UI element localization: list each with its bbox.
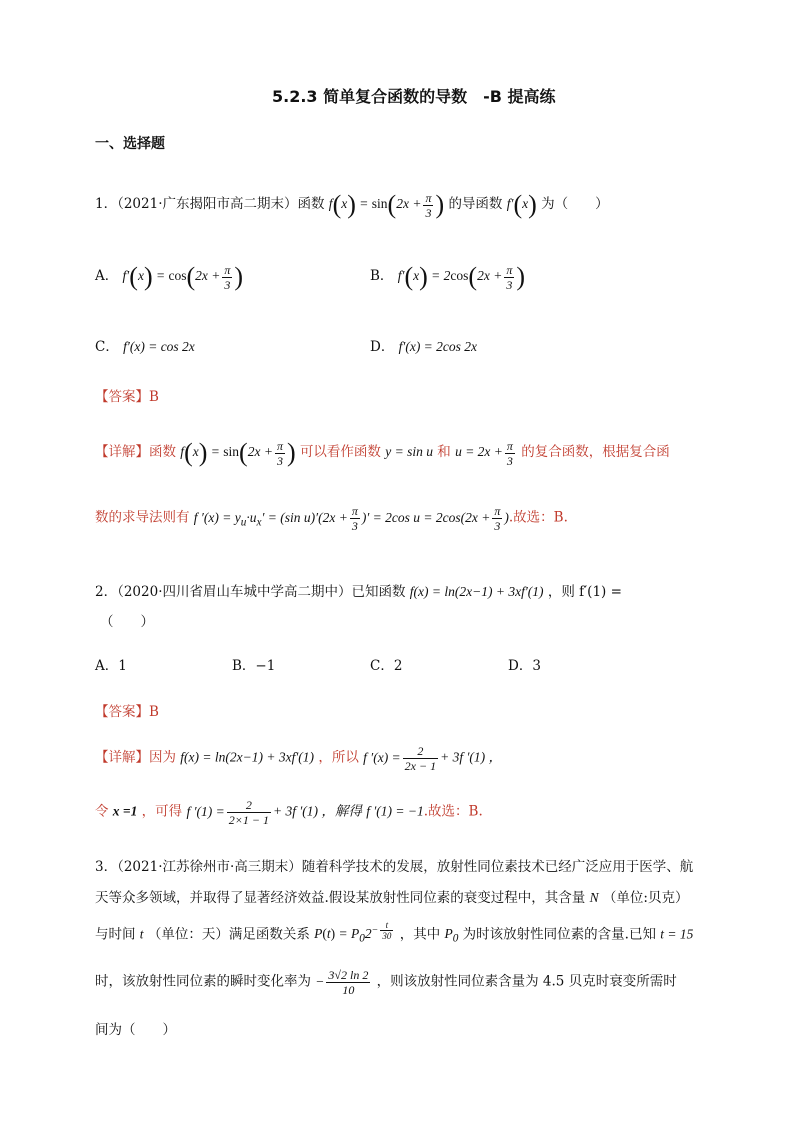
q2-detail-subst: f ′(1) = $\frac{2}{2\times 1 - 1}$	[186, 798, 269, 827]
q3-formula: $P(t) = P_02^{- \frac{t}{30}}$	[314, 920, 392, 945]
q2-detail-function: f(x) = ln(2x−1) + 3xf′(1)	[180, 749, 315, 765]
q3-line3b: t	[139, 926, 144, 942]
q1-detail-tag: 【详解】	[95, 444, 149, 461]
q1-option-a[interactable]	[95, 262, 243, 292]
q1-option-b[interactable]	[370, 262, 525, 292]
q1-answer-tag: 【答案】	[95, 389, 149, 405]
q2-stem-expr: f(x) = ln(2x−1) + 3xf′(1)	[409, 584, 544, 599]
q2-detail-2c: ，可得	[141, 803, 183, 820]
q1-detail-u: u = 2x + $\frac{\pi}{3}$	[455, 438, 513, 468]
q3-line2c: （单位:贝克）	[602, 890, 689, 906]
q1-answer-value: B	[149, 389, 159, 405]
q2-stem-line2: （ ）	[100, 614, 154, 630]
q1-detail-1b: 可以看作函数	[299, 444, 381, 461]
q1-stem	[95, 190, 609, 220]
q1-stem-prefix: 1．（2021·广东揭阳市高二期末）函数	[95, 196, 325, 213]
q3-p0: $P_0$	[444, 926, 459, 945]
q1-option-d[interactable]	[370, 335, 477, 355]
q3-line3c: （单位：天）满足函数关系	[147, 926, 310, 943]
q2-detail-2e: f ′(1) = −1	[366, 803, 424, 819]
q1-detail-1a: 函数	[149, 444, 176, 461]
q2-detail-2d: + 3f ′(1) ，解得	[272, 803, 362, 819]
q3-line3e: 为时该放射性同位素的含量.已知	[462, 926, 656, 943]
q3-line2b: N	[589, 890, 599, 905]
q1-option-c-expr: f′(x) = cos 2x	[123, 339, 195, 354]
q2-detail-2b: x =1	[112, 803, 138, 819]
q2-stem	[95, 580, 622, 600]
q2-detail-2a: 令	[95, 803, 109, 820]
q3-line3	[95, 920, 693, 945]
q2-stem-suffix: ，则 f′(1) =	[547, 584, 622, 600]
q2-detail-tag: 【详解】	[95, 749, 149, 766]
q1-detail-line2	[95, 504, 568, 533]
q1-answer	[95, 385, 159, 405]
page-title: 5.2.3 简单复合函数的导数 -B 提高练	[272, 87, 556, 106]
q1-option-d-expr: f′(x) = 2cos 2x	[398, 339, 478, 354]
q3-line3a: 与时间	[95, 926, 136, 943]
q1-detail-1c: y = sin u	[385, 444, 433, 460]
q1-option-b-label: B．	[370, 268, 394, 285]
q1-detail-2b: f ′(x) = y	[193, 509, 241, 525]
q3-line3f: t = 15	[660, 926, 694, 942]
q1-option-a-expr: f′(x) = cos(2x + $\frac{\pi}{3}$ )	[122, 262, 244, 292]
q1-detail-1d: 和	[437, 444, 451, 461]
q2-detail-1b: ，所以	[318, 749, 359, 766]
q1-detail-chain: f $'(x) = y_u\cdot u_x' = (\sin$ u)′(2x + $\frac{\pi}{3}$ )′ = 2cos u = 2cos(2x + $\frac{\pi}{3}$ )	[193, 504, 509, 533]
q1-option-d-label: D．	[370, 339, 395, 355]
q2-option-c[interactable]: C．2	[370, 658, 403, 674]
q3-line4	[95, 968, 677, 997]
q2-option-a[interactable]: A．1	[95, 658, 127, 674]
q2-detail-1a: 因为	[149, 749, 176, 766]
q1-function: f(x) = sin(2x + $\frac{\pi}{3}$ )	[328, 190, 445, 220]
q2-detail-line2	[95, 798, 483, 827]
q3-line2	[95, 886, 688, 906]
q3-line5: 间为（ ）	[95, 1022, 176, 1038]
q1-detail-function: f(x) = sin(2x + $\frac{\pi}{3}$ )	[180, 438, 296, 468]
q1-derivative: f′(x)	[506, 190, 537, 219]
q2-detail-1c: + 3f ′(1) ，	[440, 749, 503, 765]
q2-answer	[95, 700, 159, 720]
q3-line4a: 时，该放射性同位素的瞬时变化率为	[95, 973, 311, 990]
q1-detail-2c: = 2cos u = 2cos	[372, 509, 461, 525]
q1-stem-suffix: 为（ ）	[541, 196, 609, 213]
q2-answer-value: B	[149, 704, 159, 720]
q2-detail-derivative: f ′(x) = $\frac{2}{2x - 1}$	[363, 744, 437, 773]
q1-detail-2d: .故选：B.	[508, 509, 568, 526]
q1-option-b-expr: f′(x) = 2cos(2x + $\frac{\pi}{3}$ )	[397, 262, 525, 292]
q2-answer-tag: 【答案】	[95, 704, 149, 720]
q2-detail-2f: .故选：B.	[423, 803, 483, 820]
section-heading: 一、选择题	[95, 136, 165, 152]
q3-rate: − $\frac{3√2 \ln 2}{10}$	[315, 968, 369, 997]
q3-line4b: ，则该放射性同位素含量为 4.5 贝克时衰变所需时	[376, 973, 677, 990]
q3-line2a: 天等众多领域，并取得了显著经济效益.假设某放射性同位素的衰变过程中，其含量	[95, 890, 586, 906]
q3-line1: 3．（2021·江苏徐州市·高三期末）随着科学技术的发展，放射性同位素技术已经广泛应用于医学、航	[95, 859, 694, 875]
q1-option-c[interactable]	[95, 335, 195, 355]
q2-option-d[interactable]: D．3	[508, 658, 541, 674]
q1-detail-line1	[95, 438, 670, 468]
q1-option-c-label: C．	[95, 339, 119, 355]
q3-line3d: ，其中	[399, 926, 441, 943]
q1-detail-1e: 的复合函数，根据复合函	[521, 444, 670, 461]
q1-option-a-label: A．	[95, 268, 119, 285]
q1-detail-2a: 数的求导法则有	[95, 509, 190, 526]
q2-option-b[interactable]: B．−1	[232, 658, 276, 674]
q1-stem-mid: 的导函数	[448, 196, 503, 213]
q2-detail-line1	[95, 744, 502, 773]
q2-stem-prefix: 2．（2020·四川省眉山车城中学高二期中）已知函数	[95, 584, 406, 600]
